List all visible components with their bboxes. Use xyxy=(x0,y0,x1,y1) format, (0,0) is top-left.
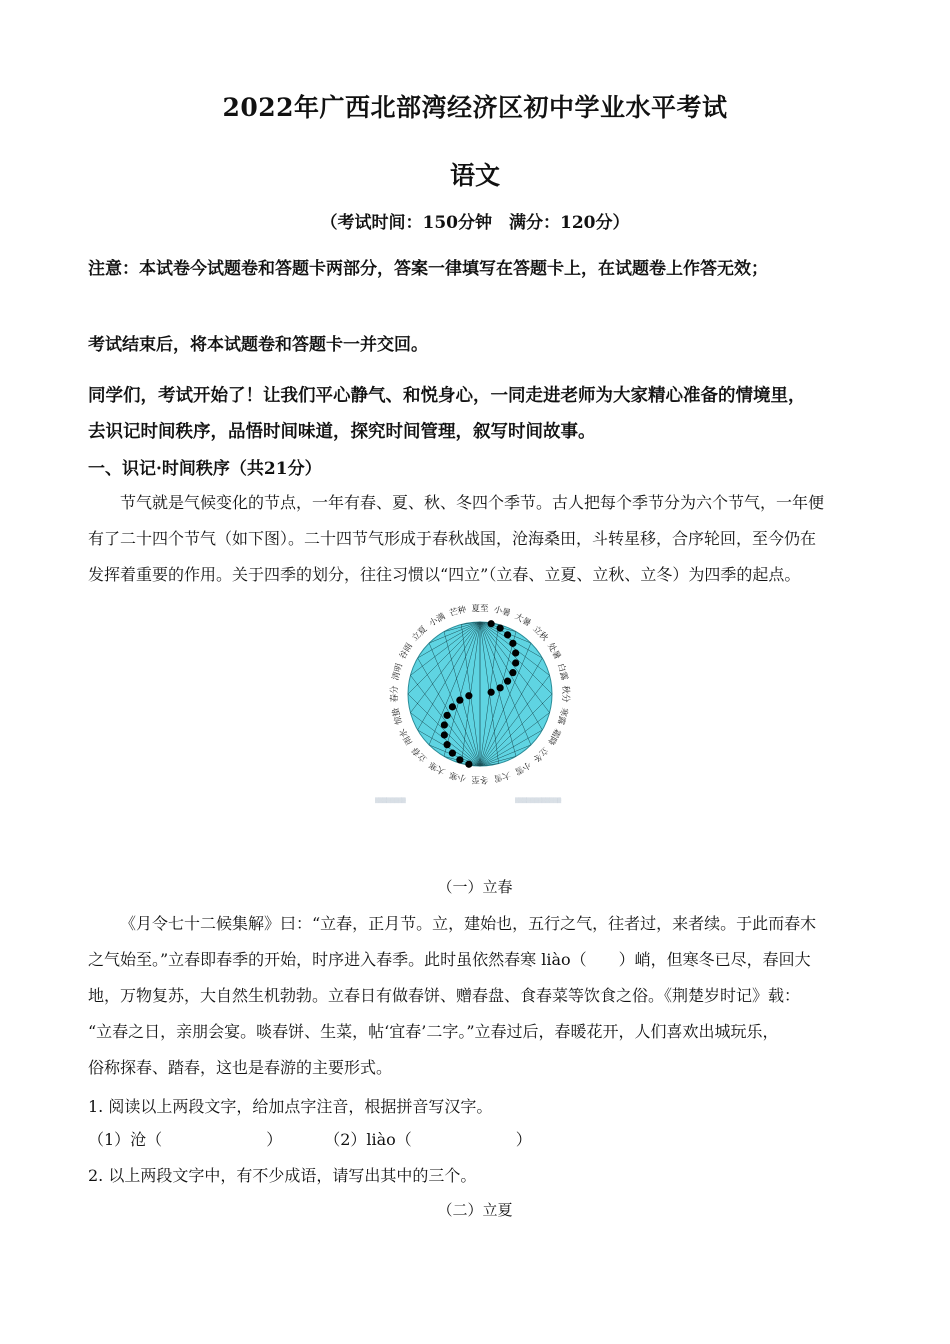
paragraph-line: 地，万物复苏，大自然生机勃勃。立春日有做春饼、赠春盘、食春菜等饮食之俗。《荆楚岁时记》载： xyxy=(88,986,801,1005)
question-2: 2. 以上两段文字中，有不少成语，请写出其中的三个。 xyxy=(88,1166,477,1185)
paragraph-line: “立春之日，亲朋会宴。啖春饼、生菜，帖‘宜春’二字。”立春过后，春暖花开，人们喜欢出城玩乐， xyxy=(88,1022,779,1041)
paragraph-line: 发挥着重要的作用。关于四季的划分，往往习惯以“四立”（立春、立夏、立秋、立冬）为四季的起点。 xyxy=(88,565,801,584)
solar-term-label: 秋分 xyxy=(560,685,570,703)
paragraph-line: 节气就是气候变化的节点，一年有春、夏、秋、冬四个季节。古人把每个季节分为六个节气，一年便 xyxy=(120,493,825,512)
solar-term-label: 立夏 xyxy=(410,624,430,644)
blank-1-close: ） xyxy=(266,1130,283,1149)
diagram-dot xyxy=(504,631,511,638)
solar-term-label: 大雪 xyxy=(492,769,512,784)
exam-time-info: （考试时间：150分钟 满分：120分） xyxy=(320,213,630,233)
intro-line-1: 同学们，考试开始了！让我们平心静气、和悦身心，一同走进老师为大家精心准备的情境里， xyxy=(88,386,806,406)
solar-term-label: 处暑 xyxy=(545,641,563,662)
diagram-dot xyxy=(449,750,456,757)
diagram-dot xyxy=(456,756,463,763)
diagram-dot xyxy=(497,625,504,632)
solar-term-label: 小雪 xyxy=(512,759,533,777)
subject-title: 语文 xyxy=(449,161,500,190)
diagram-dot xyxy=(465,761,472,768)
solar-terms-diagram xyxy=(375,604,585,804)
solar-term-label: 冬至 xyxy=(471,774,489,784)
diagram-dot xyxy=(444,741,451,748)
question-1-blanks xyxy=(88,1128,532,1152)
notice-line-1: 注意：本试卷今试题卷和答题卡两部分，答案一律填写在答题卡上，在试题卷上作答无效； xyxy=(88,259,768,279)
exam-title: 2022年广西北部湾经济区初中学业水平考试 xyxy=(222,93,728,122)
diagram-dot xyxy=(497,684,504,691)
intro-line-2: 去识记时间秩序，品悟时间味道，探究时间管理，叙写时间故事。 xyxy=(88,422,596,442)
diagram-dot xyxy=(512,649,519,656)
paragraph-line: 之气始至。”立春即春季的开始，时序进入春季。此时虽依然春寒 liào（ ）峭，但寒冬已尽，春回大 xyxy=(88,950,811,969)
subsection-title-1: （一）立春 xyxy=(437,878,513,896)
solar-term-label: 小暑 xyxy=(492,604,512,619)
solar-term-label: 寒露 xyxy=(555,706,570,726)
solar-term-label: 霜降 xyxy=(545,726,563,747)
solar-term-label: 夏至 xyxy=(471,604,489,614)
diagram-dot xyxy=(504,678,511,685)
solar-term-label: 小寒 xyxy=(448,769,468,784)
watermark: ▒▒▒▒▒▒▒▒▒▒▒▒ xyxy=(515,798,562,804)
diagram-dot xyxy=(488,689,495,696)
blank-2-label: （2）liào（ xyxy=(324,1130,412,1149)
solar-term-label: 芒种 xyxy=(448,604,468,619)
diagram-dot xyxy=(441,731,448,738)
diagram-dot xyxy=(512,659,519,666)
watermark: ▒▒▒▒▒▒▒▒ xyxy=(375,798,406,804)
solar-term-label: 大寒 xyxy=(427,759,448,777)
diagram-dot xyxy=(456,697,463,704)
solar-term-label: 春分 xyxy=(390,685,400,703)
notice-line-2: 考试结束后，将本试题卷和答题卡一并交回。 xyxy=(88,335,428,355)
solar-term-label: 大暑 xyxy=(512,611,533,629)
blank-2-close: ） xyxy=(515,1130,532,1149)
diagram-dot xyxy=(465,692,472,699)
diagram-dot xyxy=(509,640,516,647)
diagram-dot xyxy=(441,721,448,728)
solar-term-label: 惊蛰 xyxy=(390,706,405,726)
section1-paragraph xyxy=(88,485,868,593)
solar-term-label: 雨水 xyxy=(397,726,415,747)
solar-term-label: 立冬 xyxy=(530,744,550,764)
solar-term-label: 谷雨 xyxy=(397,641,415,662)
paragraph-line: 俗称探春、踏春，这也是春游的主要形式。 xyxy=(88,1058,393,1077)
subsection-title-2: （二）立夏 xyxy=(437,1201,513,1219)
diagram-dot xyxy=(488,620,495,627)
question-1: 1. 阅读以上两段文字，给加点字注音，根据拼音写汉字。 xyxy=(88,1097,493,1116)
solar-term-label: 立春 xyxy=(410,744,430,764)
solar-term-label: 清明 xyxy=(390,662,405,682)
solar-term-label: 白露 xyxy=(555,662,570,682)
paragraph-line: 《月令七十二候集解》曰：“立春，正月节。立，建始也，五行之气，往者过，来者续。于此而春木 xyxy=(120,914,817,933)
paragraph-line: 有了二十四个节气（如下图）。二十四节气形成于春秋战国，沧海桑田，斗转星移，合序轮回，至今仍在 xyxy=(88,529,817,548)
solar-term-label: 立秋 xyxy=(530,624,550,644)
solar-term-label: 小满 xyxy=(427,611,448,629)
diagram-dot xyxy=(509,669,516,676)
blank-1-label: （1）沧（ xyxy=(88,1130,163,1149)
section-heading: 一、识记·时间秩序（共21分） xyxy=(88,459,322,479)
diagram-dot xyxy=(449,703,456,710)
sub1-paragraph xyxy=(88,906,868,1086)
diagram-dot xyxy=(444,712,451,719)
